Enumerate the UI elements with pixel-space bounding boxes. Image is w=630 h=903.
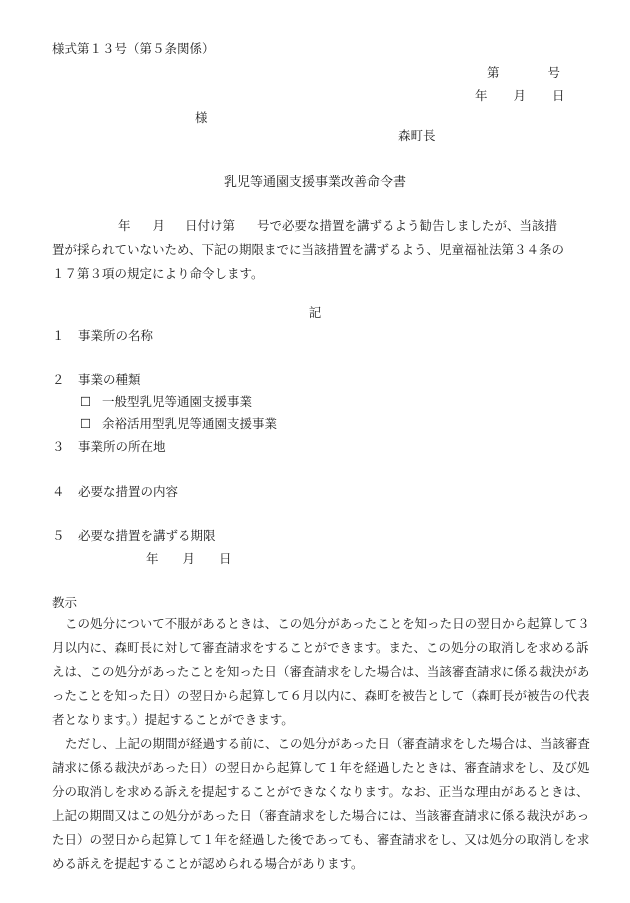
notice-body <box>52 612 590 876</box>
item-number: ２ <box>52 372 65 387</box>
item-number: ５ <box>52 528 65 543</box>
item-number: １ <box>52 328 65 343</box>
checkbox-icon: ☐ <box>80 394 92 409</box>
date-year: 年 <box>475 88 488 103</box>
recipient: 様 <box>195 110 208 125</box>
notice-line: 請求に係る裁決があった日）の翌日から起算して１年を経過したときは、審査請求をし、及び処 <box>52 760 590 775</box>
option-label: 一般型乳児等通園支援事業 <box>102 394 253 409</box>
date-month: 月 <box>513 88 527 103</box>
item-label: 事業の種類 <box>78 372 141 387</box>
item-label: 事業所の名称 <box>78 328 154 343</box>
body-line-1 <box>52 214 587 238</box>
notice-line: める訴えを提起することが認められる場合があります。 <box>52 856 364 871</box>
notice-heading: 教示 <box>52 595 78 610</box>
notice-line: この処分について不服があるときは、この処分があったことを知った日の翌日から起算して３ <box>65 616 590 631</box>
body-line-3: １７第３項の規定により命令します。 <box>52 266 264 281</box>
doc-number-prefix: 第 <box>487 65 500 80</box>
item-number: ４ <box>52 484 65 499</box>
notice-line: た日）の翌日から起算して１年を経過した後であっても、審査請求をし、又は処分の取消しを求 <box>52 832 590 847</box>
body-day-ref: 日付け第 <box>185 218 236 233</box>
body-line-1-rest: 号で必要な措置を講ずるよう勧告しましたが、当該措 <box>257 218 558 233</box>
document-number <box>487 67 560 80</box>
deadline-year: 年 <box>146 551 159 566</box>
item-required-measures <box>52 486 178 499</box>
body-year: 年 <box>118 218 131 233</box>
item-facility-name <box>52 330 153 343</box>
document-title: 乳児等通園支援事業改善命令書 <box>223 175 406 190</box>
body-line-2: 置が採られていないため、下記の期限までに当該措置を講ずるよう、児童福祉法第３４条の <box>52 242 565 257</box>
date-day: 日 <box>552 88 565 103</box>
notice-line: ただし、上記の期間が経過する前に、この処分があった日（審査請求をした場合は、当該審査 <box>65 736 590 751</box>
notice-line: えは、この処分があったことを知った日（審査請求をした場合は、当該審査請求に係る裁決があ <box>52 664 590 679</box>
item-number: ３ <box>52 439 65 454</box>
item-deadline <box>52 530 216 543</box>
body-paragraph <box>52 214 587 286</box>
notice-line: 月以内に、森町長に対して審査請求をすることができます。また、この処分の取消しを求める訴 <box>52 640 589 655</box>
business-type-option-general <box>80 396 252 409</box>
item-label: 事業所の所在地 <box>78 439 166 454</box>
ki-heading: 記 <box>308 305 322 320</box>
doc-number-suffix: 号 <box>547 65 561 80</box>
notice-line: 者となります。）提起することができます。 <box>52 712 294 727</box>
body-month: 月 <box>152 218 166 233</box>
option-label: 余裕活用型乳児等通園支援事業 <box>102 416 278 431</box>
item-facility-address <box>52 441 166 454</box>
notice-line: 分の取消しを求める訴えを提起することができなくなります。なお、正当な理由があるときは、 <box>52 784 589 799</box>
item-label: 必要な措置を講ずる期限 <box>78 528 216 543</box>
item-business-type <box>52 374 141 387</box>
notice-line: ったことを知った日）の翌日から起算して６月以内に、森町を被告として（森町長が被告の代表 <box>52 688 590 703</box>
business-type-option-surplus <box>80 418 277 431</box>
item-label: 必要な措置の内容 <box>78 484 179 499</box>
deadline-month: 月 <box>182 551 196 566</box>
form-number: 様式第１３号（第５条関係） <box>52 41 215 56</box>
issue-date <box>475 90 565 103</box>
deadline-date <box>146 553 232 566</box>
issuer: 森町長 <box>398 128 436 143</box>
deadline-day: 日 <box>219 551 232 566</box>
checkbox-icon: ☐ <box>80 416 92 431</box>
notice-line: 上記の期間又はこの処分があった日（審査請求をした場合には、当該審査請求に係る裁決があっ <box>52 808 590 823</box>
